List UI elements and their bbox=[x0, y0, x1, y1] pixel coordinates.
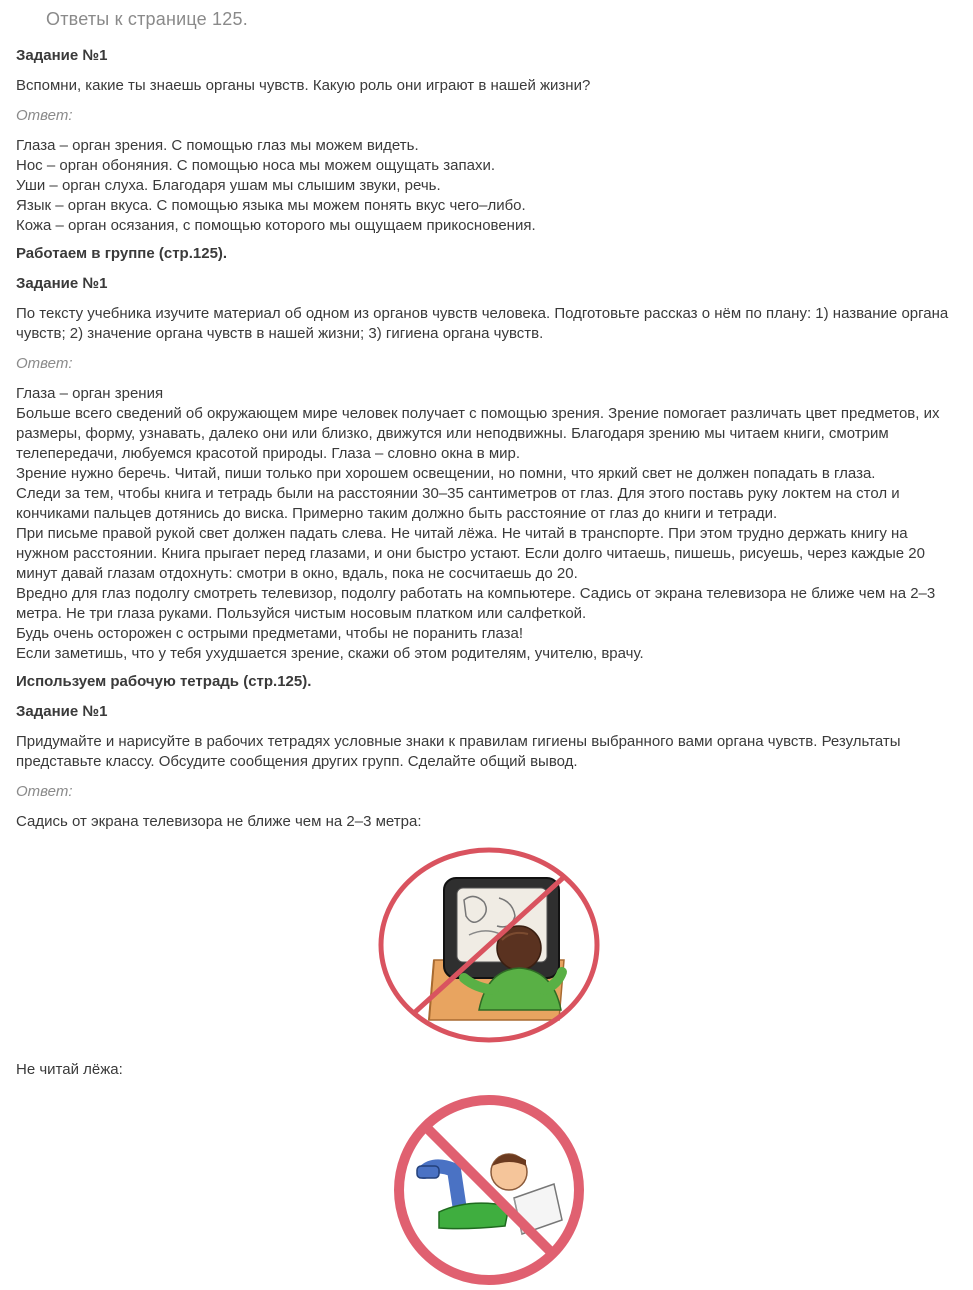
tv-prohibition-image bbox=[374, 840, 604, 1050]
answer-line: Уши – орган слуха. Благодаря ушам мы слышим звуки, речь. bbox=[16, 177, 441, 194]
group-answer bbox=[16, 384, 961, 664]
task1-question: Вспомни, какие ты знаешь органы чувств. Какую роль они играют в нашей жизни? bbox=[16, 77, 591, 94]
workbook-answer-label: Ответ: bbox=[16, 783, 73, 800]
answer-paragraph: Глаза – орган зрения bbox=[16, 385, 164, 402]
tv-prohibition-sign bbox=[16, 840, 961, 1050]
workbook-task-question: Придумайте и нарисуйте в рабочих тетрадях условные знаки к правилам гигиены выбранного вами органа чувств. Результаты представьте классу. Обсудите сообщения других групп. Сделайте общий вывод. bbox=[16, 733, 901, 770]
group-section-title: Работаем в группе (стр.125). bbox=[16, 245, 228, 262]
lying-rule-caption: Не читай лёжа: bbox=[16, 1061, 123, 1078]
group-task-question: По тексту учебника изучите материал об одном из органов чувств человека. Подготовьте рассказ о нём по плану: 1) название органа чувств; 2) значение органа чувств в нашей жизни; 3) гигиена органа чувств. bbox=[16, 305, 949, 342]
answer-line: Глаза – орган зрения. С помощью глаз мы можем видеть. bbox=[16, 137, 419, 154]
workbook-task-title: Задание №1 bbox=[16, 703, 108, 720]
lying-prohibition-sign bbox=[16, 1094, 961, 1290]
answer-line: Нос – орган обоняния. С помощью носа мы можем ощущать запахи. bbox=[16, 157, 495, 174]
page-title: Ответы к странице 125. bbox=[46, 9, 248, 29]
answer-paragraph: Будь очень осторожен с острыми предметами, чтобы не поранить глаза! bbox=[16, 625, 524, 642]
group-task-title: Задание №1 bbox=[16, 275, 108, 292]
task1-answer bbox=[16, 136, 961, 236]
answer-paragraph: Следи за тем, чтобы книга и тетрадь были на расстоянии 30–35 сантиметров от глаз. Для этого поставь руку локтем на стол и кончиками пальцев дотянись до виска. Примерно таким должно быть расстояние от глаз до книги и тетради. bbox=[16, 485, 900, 522]
group-answer-label: Ответ: bbox=[16, 355, 73, 372]
task1-answer-label: Ответ: bbox=[16, 107, 73, 124]
lying-prohibition-image bbox=[389, 1094, 589, 1290]
task1-title: Задание №1 bbox=[16, 47, 108, 64]
answer-paragraph: Зрение нужно беречь. Читай, пиши только при хорошем освещении, но помни, что яркий свет не должен попадать в глаза. bbox=[16, 465, 876, 482]
tv-rule-caption: Садись от экрана телевизора не ближе чем на 2–3 метра: bbox=[16, 813, 422, 830]
answer-line: Язык – орган вкуса. С помощью языка мы можем понять вкус чего–либо. bbox=[16, 197, 526, 214]
answer-line: Кожа – орган осязания, с помощью которого мы ощущаем прикосновения. bbox=[16, 217, 536, 234]
answer-paragraph: При письме правой рукой свет должен падать слева. Не читай лёжа. Не читай в транспорте. При этом трудно держать книгу на нужном расстоянии. Книга прыгает перед глазами, и они быстро устают. Если долго читаешь, пишешь, рисуешь, через каждые 20 минут давай глазам отдохнуть: смотри в окно, вдаль, пока не сосчитаешь до 20. bbox=[16, 525, 925, 582]
answer-paragraph: Больше всего сведений об окружающем мире человек получает с помощью зрения. Зрение помогает различать цвет предметов, их размеры, форму, узнавать, далеко они или близко, движутся или неподвижны. Благодаря зрению мы читаем книги, смотрим телепередачи, любуемся красотой природы. Глаза – словно окна в мир. bbox=[16, 405, 940, 462]
answer-paragraph: Если заметишь, что у тебя ухудшается зрение, скажи об этом родителям, учителю, врачу. bbox=[16, 645, 644, 662]
article-content bbox=[16, 46, 961, 1290]
answer-paragraph: Вредно для глаз подолгу смотреть телевизор, подолгу работать на компьютере. Садись от экрана телевизора не ближе чем на 2–3 метра. Не три глаза руками. Пользуйся чистым носовым платком или салфеткой. bbox=[16, 585, 936, 622]
workbook-section-title: Используем рабочую тетрадь (стр.125). bbox=[16, 673, 312, 690]
